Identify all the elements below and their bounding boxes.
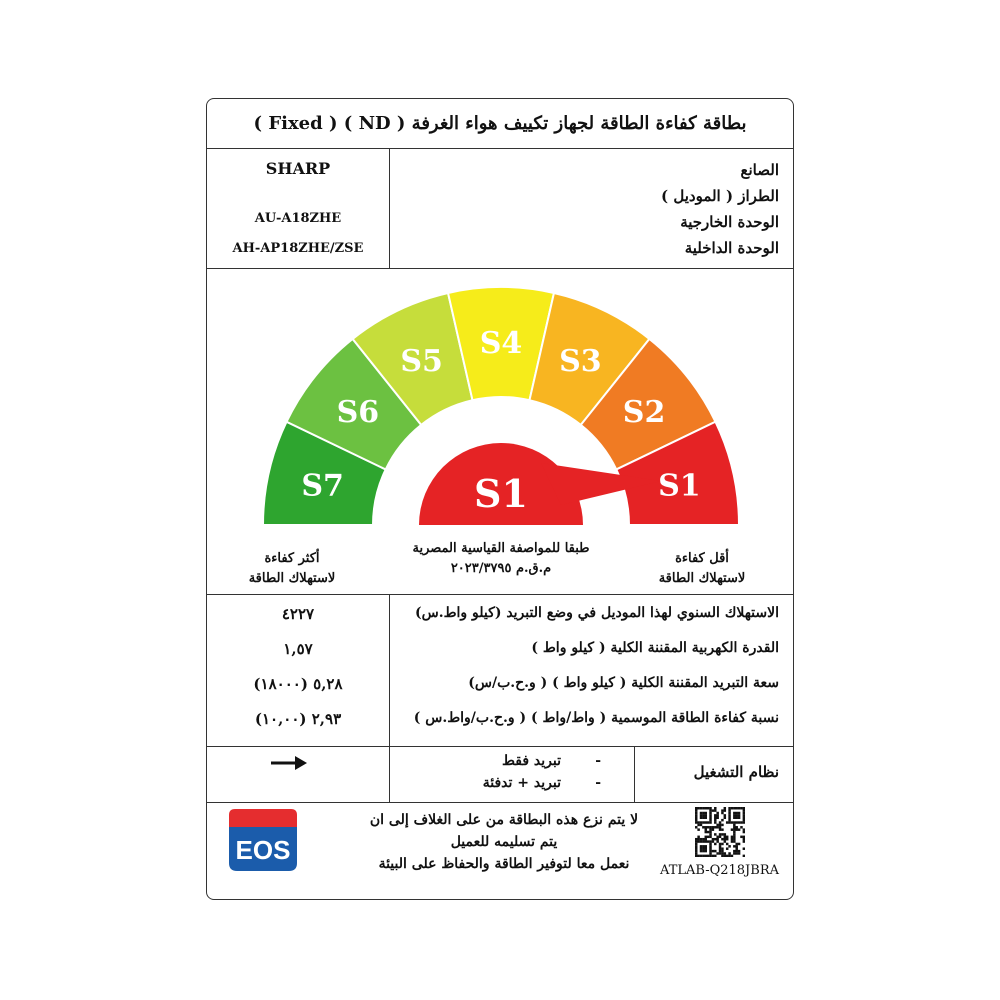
most-efficient-note xyxy=(237,549,347,589)
most-efficient-line1: أكثر كفاءة xyxy=(264,551,320,566)
indoor-unit-label: الوحدة الداخلية xyxy=(684,239,779,257)
arrow-right-icon xyxy=(269,753,309,773)
manufacturer-values xyxy=(207,149,389,268)
gauge-label-s5: S5 xyxy=(400,344,443,380)
label-title-row xyxy=(207,99,793,149)
least-efficient-line1: أقل كفاءة xyxy=(675,551,729,566)
gauge-label-s7: S7 xyxy=(301,468,344,504)
seer-value: ٢,٩٣ (١٠,٠٠) xyxy=(254,710,342,728)
divider xyxy=(389,595,390,746)
outdoor-model: AU-A18ZHE xyxy=(254,211,342,226)
seer-label: نسبة كفاءة الطاقة الموسمية ( واط/واط ) ( و.ح.ب/واط.س ) xyxy=(413,710,779,726)
gauge-label-s2: S2 xyxy=(622,394,666,430)
operation-mode-section xyxy=(207,747,793,803)
least-efficient-note xyxy=(647,549,757,589)
manufacturer-section xyxy=(207,149,793,269)
most-efficient-line2: لاستهلاك الطاقة xyxy=(248,571,336,586)
cooling-capacity-value: ٥,٢٨ (١٨٠٠٠) xyxy=(253,675,343,693)
option-dash: - xyxy=(595,775,601,791)
notice-line3: نعمل معا لتوفير الطاقة والحفاظ على البيئة xyxy=(378,856,630,872)
gauge-label-s4: S4 xyxy=(479,326,523,361)
divider xyxy=(389,747,390,802)
rating-label: S1 xyxy=(474,471,528,516)
gauge-label-s3: S3 xyxy=(559,344,602,380)
standard-line1: طبقا للمواصفة القياسية المصرية xyxy=(412,541,590,556)
certificate-code: ATLAB-Q218JBRA xyxy=(660,863,779,878)
energy-label-card xyxy=(206,98,794,900)
cooling-capacity-label: سعة التبريد المقننة الكلية ( كيلو واط ) ( و.ح.ب/س) xyxy=(468,675,779,691)
standard-note xyxy=(391,539,611,579)
brand-name: SHARP xyxy=(265,159,331,178)
divider xyxy=(634,747,635,802)
qr-code-icon xyxy=(695,807,745,857)
annual-consumption-label: الاستهلاك السنوي لهذا الموديل في وضع التبريد (كيلو واط.س) xyxy=(415,605,779,621)
footer-section xyxy=(207,803,793,900)
rated-power-value: ١,٥٧ xyxy=(283,640,313,658)
manufacturer-label: الصانع xyxy=(740,161,779,179)
indoor-model: AH-AP18ZHE/ZSE xyxy=(232,241,364,256)
notice-line1: لا يتم نزع هذه البطاقة من على الغلاف إلى ان xyxy=(369,812,639,828)
option-dash: - xyxy=(595,753,601,769)
manufacturer-labels xyxy=(661,157,779,261)
gauge-label-s1: S1 xyxy=(658,468,701,504)
least-efficient-line2: لاستهلاك الطاقة xyxy=(658,571,746,586)
notice-text xyxy=(359,809,649,875)
cooling-only-option: تبريد فقط xyxy=(501,753,561,769)
label-title: بطاقة كفاءة الطاقة لجهاز تكييف هواء الغرفة ( ND ) ( Fixed ) xyxy=(253,113,747,134)
annual-consumption-value: ٤٢٢٧ xyxy=(281,605,315,623)
gauge-label-s6: S6 xyxy=(336,394,380,430)
cooling-heating-option: تبريد + تدفئة xyxy=(482,775,561,791)
operation-mode-label: نظام التشغيل xyxy=(693,763,779,781)
standard-line2: م.ق.م ٢٠٢٣/٣٧٩٥ xyxy=(450,561,552,576)
eos-logo xyxy=(225,807,301,877)
rated-power-label: القدرة الكهربية المقننة الكلية ( كيلو واط ) xyxy=(531,640,779,656)
outdoor-unit-label: الوحدة الخارجية xyxy=(680,213,779,231)
model-label: الطراز ( الموديل ) xyxy=(661,187,779,205)
notice-line2: يتم تسليمه للعميل xyxy=(450,834,558,850)
efficiency-gauge-section xyxy=(207,269,793,595)
logo-text: EOS xyxy=(235,835,291,865)
divider xyxy=(389,149,390,268)
specifications-section xyxy=(207,595,793,747)
